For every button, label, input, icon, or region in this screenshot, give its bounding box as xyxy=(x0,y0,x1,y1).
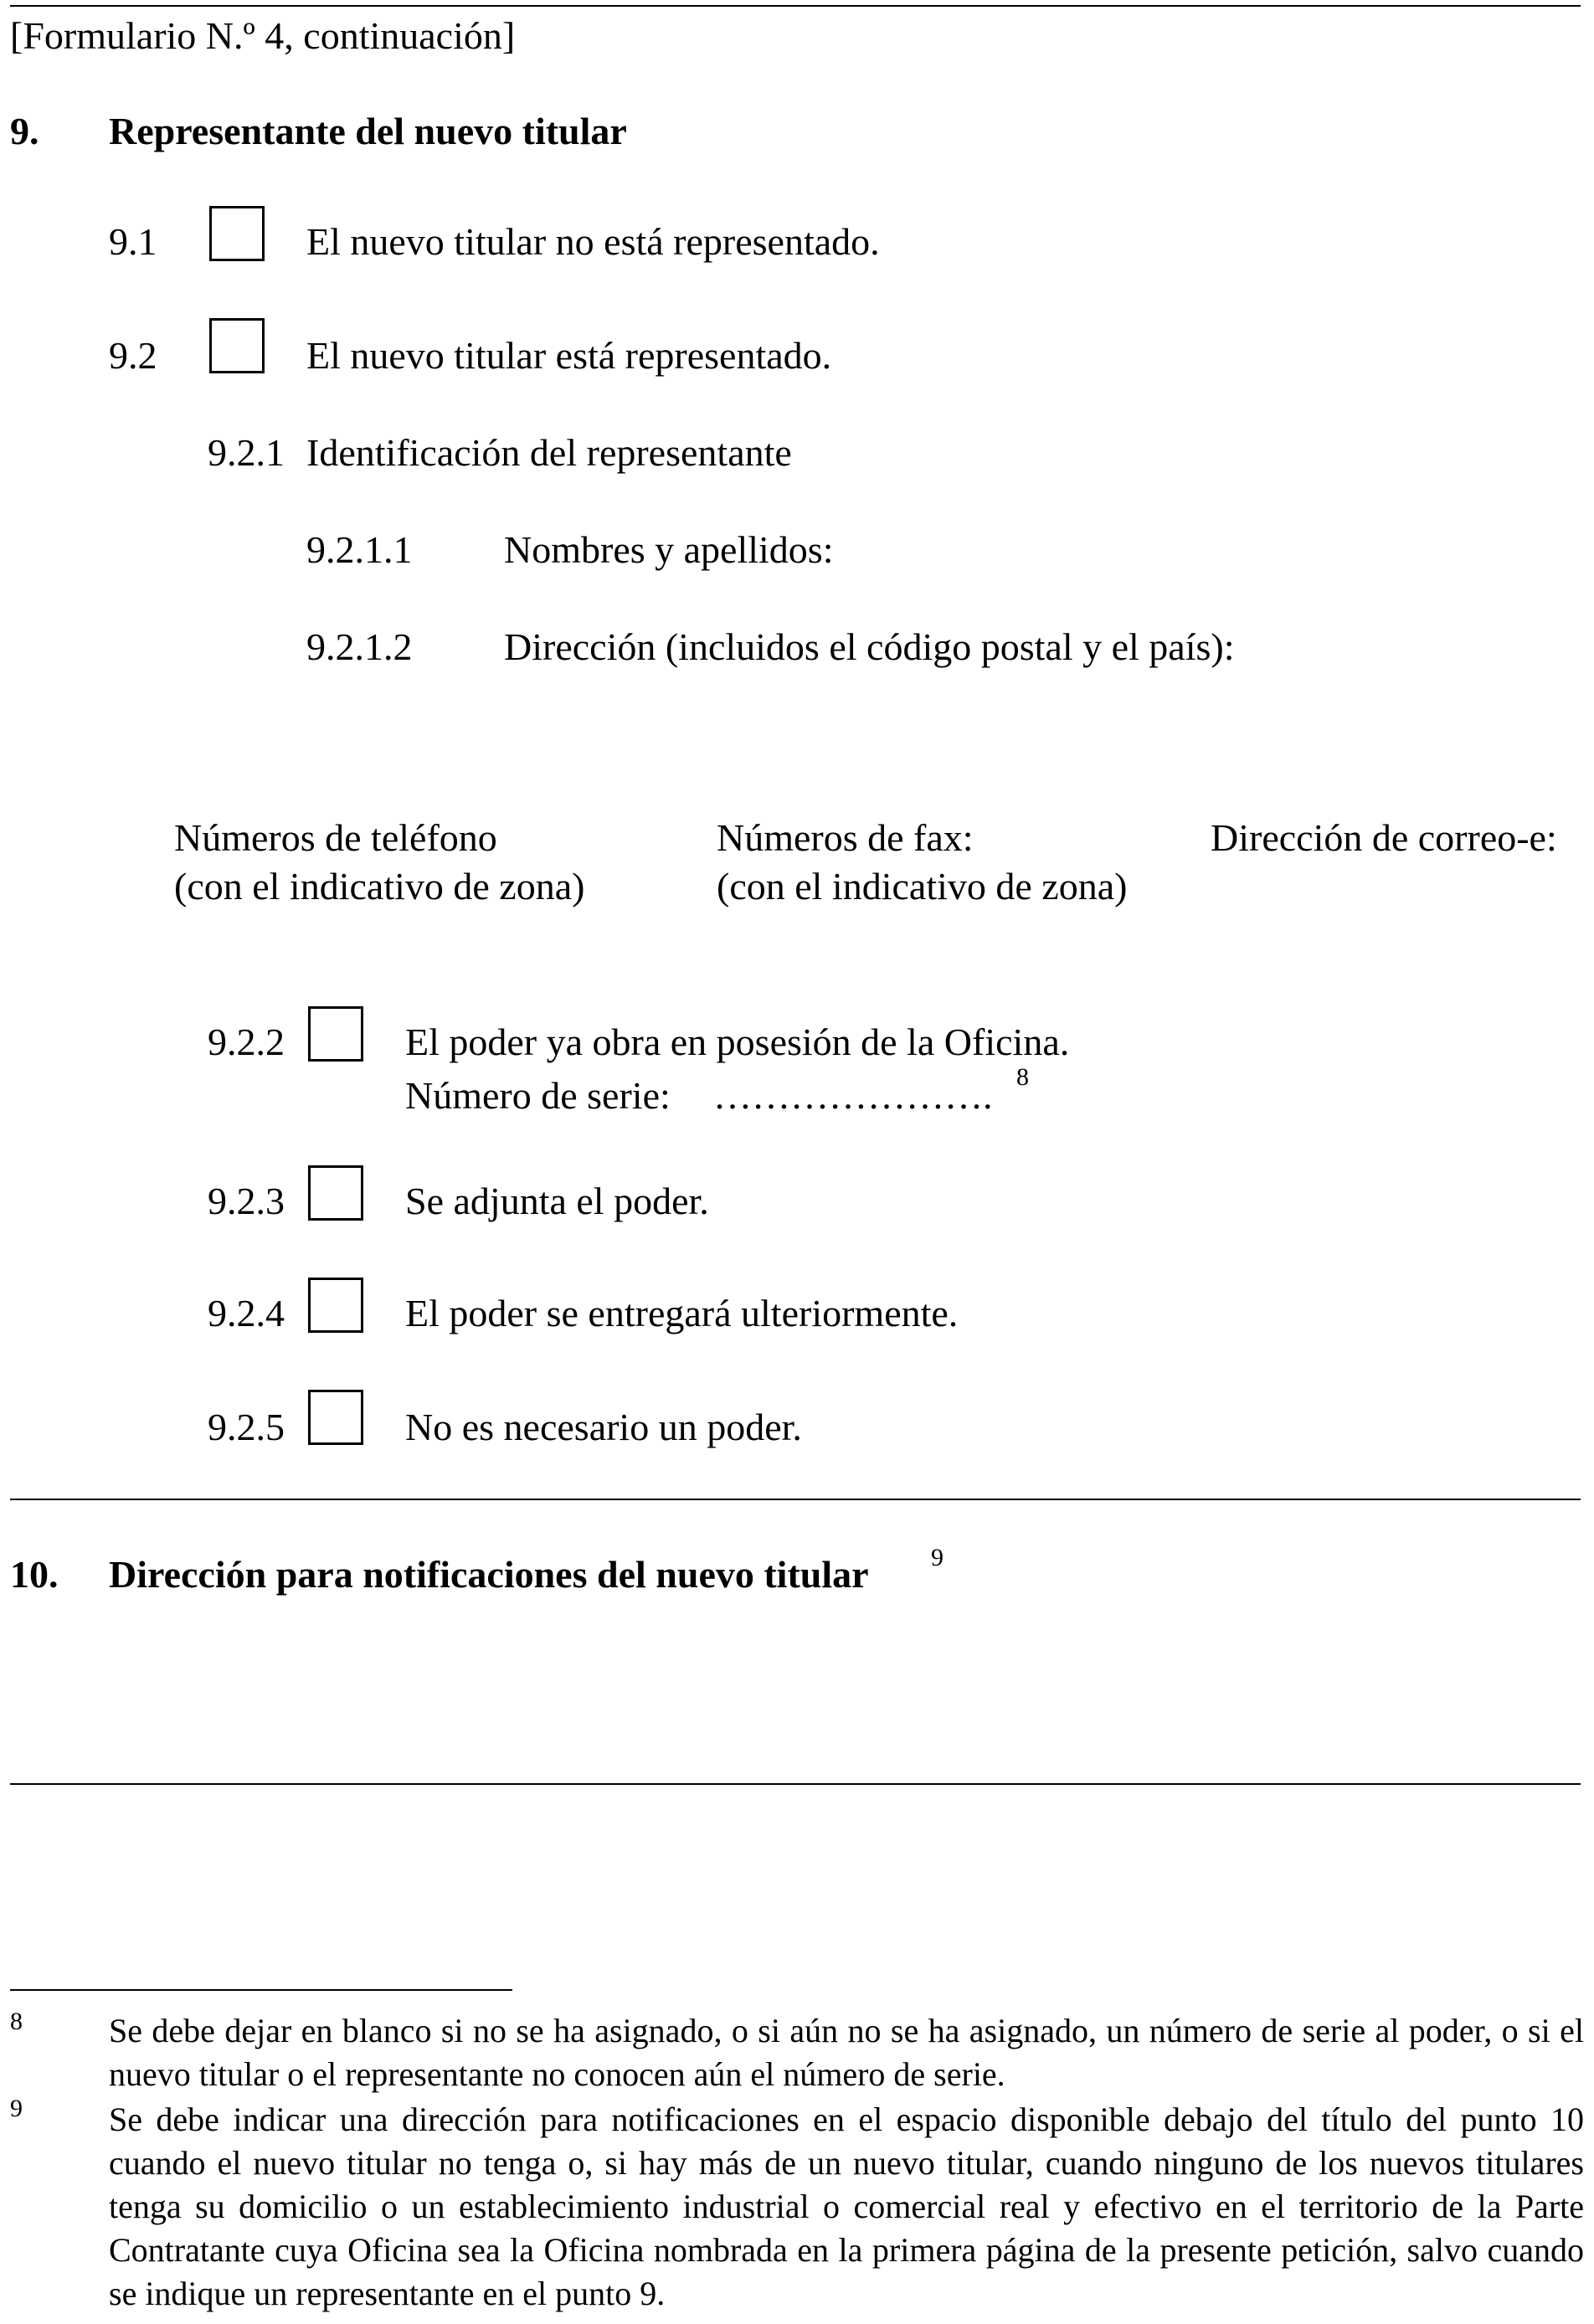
email-label: Dirección de correo-e: xyxy=(1211,816,1557,859)
section-9-number: 9. xyxy=(10,110,39,152)
item-9-2-1-label: Identificación del representante xyxy=(306,431,792,474)
form-continuation-header: [Formulario N.º 4, continuación] xyxy=(10,14,516,57)
item-9-2-number: 9.2 xyxy=(109,334,157,377)
top-rule xyxy=(10,5,1581,7)
footnote-8-text: Se debe dejar en blanco si no se ha asignado, o si aún no se ha asignado, un número de serie al poder, o si el nuevo titular o el representante no conocen aún el número de serie. xyxy=(109,2012,1584,2093)
item-9-1-label: El nuevo titular no está representado. xyxy=(306,220,880,263)
checkbox-9-1[interactable] xyxy=(209,206,265,261)
item-9-2-4-label: El poder se entregará ulteriormente. xyxy=(405,1292,959,1334)
address-area-bottom-rule xyxy=(10,1783,1581,1785)
footnote-ref-9: 9 xyxy=(931,1544,944,1571)
checkbox-9-2-3[interactable] xyxy=(308,1165,363,1221)
item-9-2-5-number: 9.2.5 xyxy=(208,1406,285,1448)
footnote-separator xyxy=(10,1989,512,1991)
checkbox-9-2[interactable] xyxy=(209,318,265,373)
footnote-9-text: Se debe indicar una dirección para notificaciones en el espacio disponible debajo del título del punto 10 cuando el nuevo titular no tenga o, si hay más de un nuevo titular, cuando ninguno de los nuevos titulares tenga su domicilio o un establecimiento industrial o comercial real y efectivo en el territorio de la Parte Contratante cuya Oficina sea la Oficina nombrada en la primera página de la presente petición, salvo cuando se indique un representante en el punto 9. xyxy=(109,2100,1584,2312)
section-10-title: Dirección para notificaciones del nuevo titular xyxy=(109,1553,869,1596)
checkbox-9-2-5[interactable] xyxy=(308,1390,363,1445)
phone-label-line2: (con el indicativo de zona) xyxy=(174,865,585,907)
footnote-ref-8: 8 xyxy=(1016,1063,1029,1091)
fax-label-line1: Números de fax: xyxy=(717,816,974,859)
footnote-9-number: 9 xyxy=(10,2095,23,2122)
representative-name-label: Nombres y apellidos: xyxy=(504,528,834,571)
fax-label-line2: (con el indicativo de zona) xyxy=(717,865,1128,907)
item-9-2-1-number: 9.2.1 xyxy=(208,431,285,474)
serial-number-label: Número de serie: xyxy=(405,1074,671,1117)
section-10-number: 10. xyxy=(10,1553,59,1596)
item-9-2-5-label: No es necesario un poder. xyxy=(405,1406,802,1448)
section-9-title: Representante del nuevo titular xyxy=(109,110,627,152)
item-9-2-2-label: El poder ya obra en posesión de la Oficina. xyxy=(405,1021,1070,1063)
item-9-2-2-number: 9.2.2 xyxy=(208,1021,285,1063)
item-9-1-number: 9.1 xyxy=(109,220,157,263)
item-9-2-3-number: 9.2.3 xyxy=(208,1180,285,1222)
footnote-8-number: 8 xyxy=(10,2008,23,2035)
serial-number-dots: …………………. xyxy=(713,1074,993,1117)
item-9-2-1-2-number: 9.2.1.2 xyxy=(306,625,413,668)
representative-address-label: Dirección (incluidos el código postal y el país): xyxy=(504,625,1235,668)
section-divider-rule xyxy=(10,1499,1581,1500)
item-9-2-3-label: Se adjunta el poder. xyxy=(405,1180,709,1222)
item-9-2-1-1-number: 9.2.1.1 xyxy=(306,528,413,571)
phone-label-line1: Números de teléfono xyxy=(174,816,497,859)
item-9-2-4-number: 9.2.4 xyxy=(208,1292,285,1334)
checkbox-9-2-4[interactable] xyxy=(308,1278,363,1333)
checkbox-9-2-2[interactable] xyxy=(308,1006,363,1062)
item-9-2-label: El nuevo titular está representado. xyxy=(306,334,832,377)
